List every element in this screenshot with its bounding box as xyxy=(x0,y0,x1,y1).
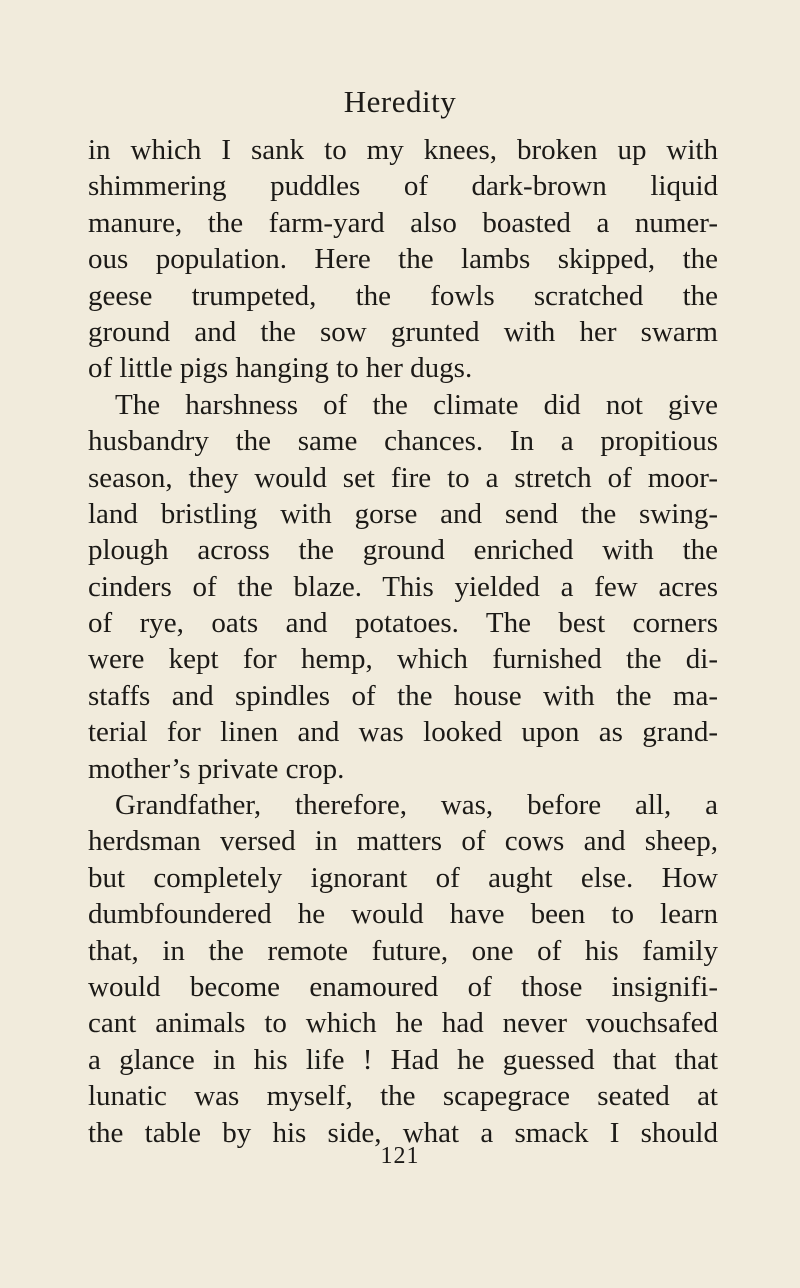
text-line: the table by his side, what a smack I should xyxy=(88,1116,718,1149)
text-line: of rye, oats and potatoes. The best corners xyxy=(88,607,718,640)
text-line: ground and the sow grunted with her swarm xyxy=(88,315,718,348)
text-line: staffs and spindles of the house with the ma- xyxy=(88,679,718,712)
text-line: ous population. Here the lambs skipped, the xyxy=(88,243,718,276)
text-line: cant animals to which he had never vouchsafed xyxy=(88,1007,718,1040)
text-line: land bristling with gorse and send the swing- xyxy=(88,497,718,530)
text-line: geese trumpeted, the fowls scratched the xyxy=(88,279,718,312)
text-line: herdsman versed in matters of cows and sheep, xyxy=(88,825,718,858)
text-line: dumbfoundered he would have been to learn xyxy=(88,898,718,931)
text-line: of little pigs hanging to her dugs. xyxy=(88,352,473,385)
text-line: shimmering puddles of dark-brown liquid xyxy=(88,170,718,203)
text-line: mother’s private crop. xyxy=(88,752,345,785)
text-line: husbandry the same chances. In a propitious xyxy=(88,425,718,458)
text-line: that, in the remote future, one of his family xyxy=(88,934,718,967)
text-line: would become enamoured of those insignifi- xyxy=(88,970,718,1003)
text-line: season, they would set fire to a stretch of moor- xyxy=(88,461,718,494)
body-text xyxy=(88,132,718,1151)
text-line: were kept for hemp, which furnished the di- xyxy=(88,643,718,676)
text-line: but completely ignorant of aught else. How xyxy=(88,861,718,894)
text-line: lunatic was myself, the scapegrace seated at xyxy=(88,1080,718,1113)
text-line: cinders of the blaze. This yielded a few acres xyxy=(88,570,718,603)
text-line: plough across the ground enriched with the xyxy=(88,534,718,567)
text-line: in which I sank to my knees, broken up with xyxy=(88,134,718,166)
text-line: a glance in his life ! Had he guessed that that xyxy=(88,1043,718,1076)
text-line: The harshness of the climate did not give xyxy=(115,388,718,421)
text-line: Grandfather, therefore, was, before all, a xyxy=(115,789,718,822)
text-line: terial for linen and was looked upon as grand- xyxy=(88,716,718,749)
page-number: 121 xyxy=(380,1143,420,1169)
running-head: Heredity xyxy=(343,84,457,119)
text-line: manure, the farm-yard also boasted a numer- xyxy=(88,206,718,239)
